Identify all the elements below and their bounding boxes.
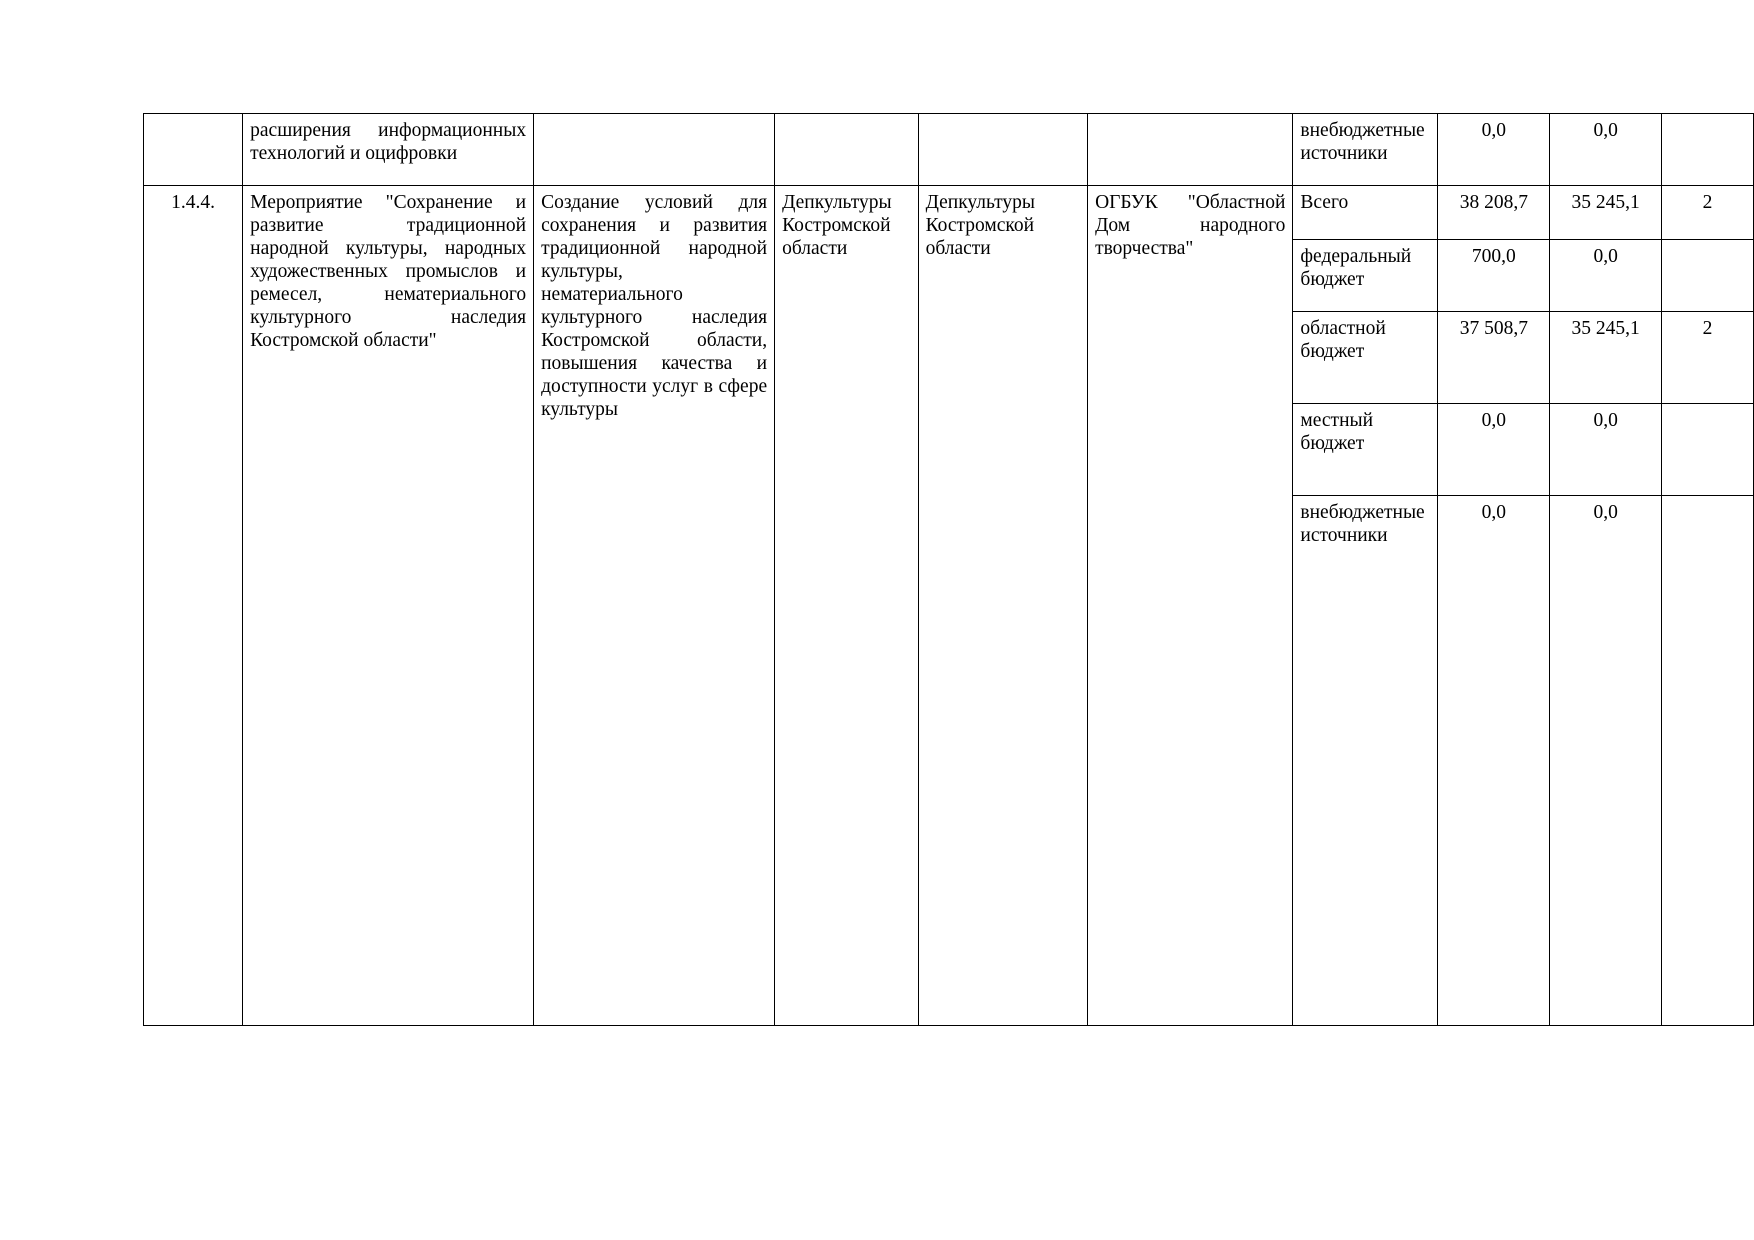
funding-source-cell: областной бюджет — [1293, 312, 1438, 404]
funding-value-cell: 35 245,1 — [1550, 312, 1662, 404]
funding-value-cell: 0,0 — [1438, 496, 1550, 1026]
program-funding-table — [143, 113, 1754, 1026]
funding-value-cell — [1662, 404, 1754, 496]
executor-cell: Депкультуры Костромской области — [775, 186, 918, 1026]
funding-value-cell: 0,0 — [1550, 404, 1662, 496]
funding-value-cell — [1662, 114, 1754, 186]
row-number-cell: 1.4.4. — [144, 186, 243, 1026]
funding-source-cell: местный бюджет — [1293, 404, 1438, 496]
measure-name-cell: Мероприятие "Сохранение и развитие традиционной народной культуры, народных художественных промыслов и ремесел, нематериального культурного наследия Костромской области" — [243, 186, 534, 1026]
coexecutor-cell: Депкультуры Костромской области — [918, 186, 1088, 1026]
funding-value-cell: 35 245,1 — [1550, 186, 1662, 240]
participant-cell: ОГБУК "Областной Дом народного творчества" — [1088, 186, 1293, 1026]
funding-source-cell: внебюджетные источники — [1293, 114, 1438, 186]
table-row — [144, 186, 1754, 240]
funding-value-cell: 0,0 — [1438, 404, 1550, 496]
funding-value-cell: 0,0 — [1550, 114, 1662, 186]
row-number-cell — [144, 114, 243, 186]
funding-value-cell — [1662, 240, 1754, 312]
funding-value-cell: 0,0 — [1550, 496, 1662, 1026]
measure-name-cell: расширения информационных технологий и оцифровки — [243, 114, 534, 186]
funding-value-cell: 700,0 — [1438, 240, 1550, 312]
funding-value-cell: 38 208,7 — [1438, 186, 1550, 240]
funding-value-cell: 2 — [1662, 312, 1754, 404]
funding-value-cell: 37 508,7 — [1438, 312, 1550, 404]
measure-description-cell: Создание условий для сохранения и развития традиционной народной культуры, нематериального культурного наследия Костромской области, повышения качества и доступности услуг в сфере культуры — [534, 186, 775, 1026]
funding-source-cell: Всего — [1293, 186, 1438, 240]
funding-value-cell: 0,0 — [1438, 114, 1550, 186]
funding-value-cell — [1662, 496, 1754, 1026]
funding-source-cell: федеральный бюджет — [1293, 240, 1438, 312]
funding-source-cell: внебюджетные источники — [1293, 496, 1438, 1026]
executor-cell — [775, 114, 918, 186]
table-row — [144, 114, 1754, 186]
funding-value-cell: 2 — [1662, 186, 1754, 240]
participant-cell — [1088, 114, 1293, 186]
coexecutor-cell — [918, 114, 1088, 186]
funding-value-cell: 0,0 — [1550, 240, 1662, 312]
measure-description-cell — [534, 114, 775, 186]
